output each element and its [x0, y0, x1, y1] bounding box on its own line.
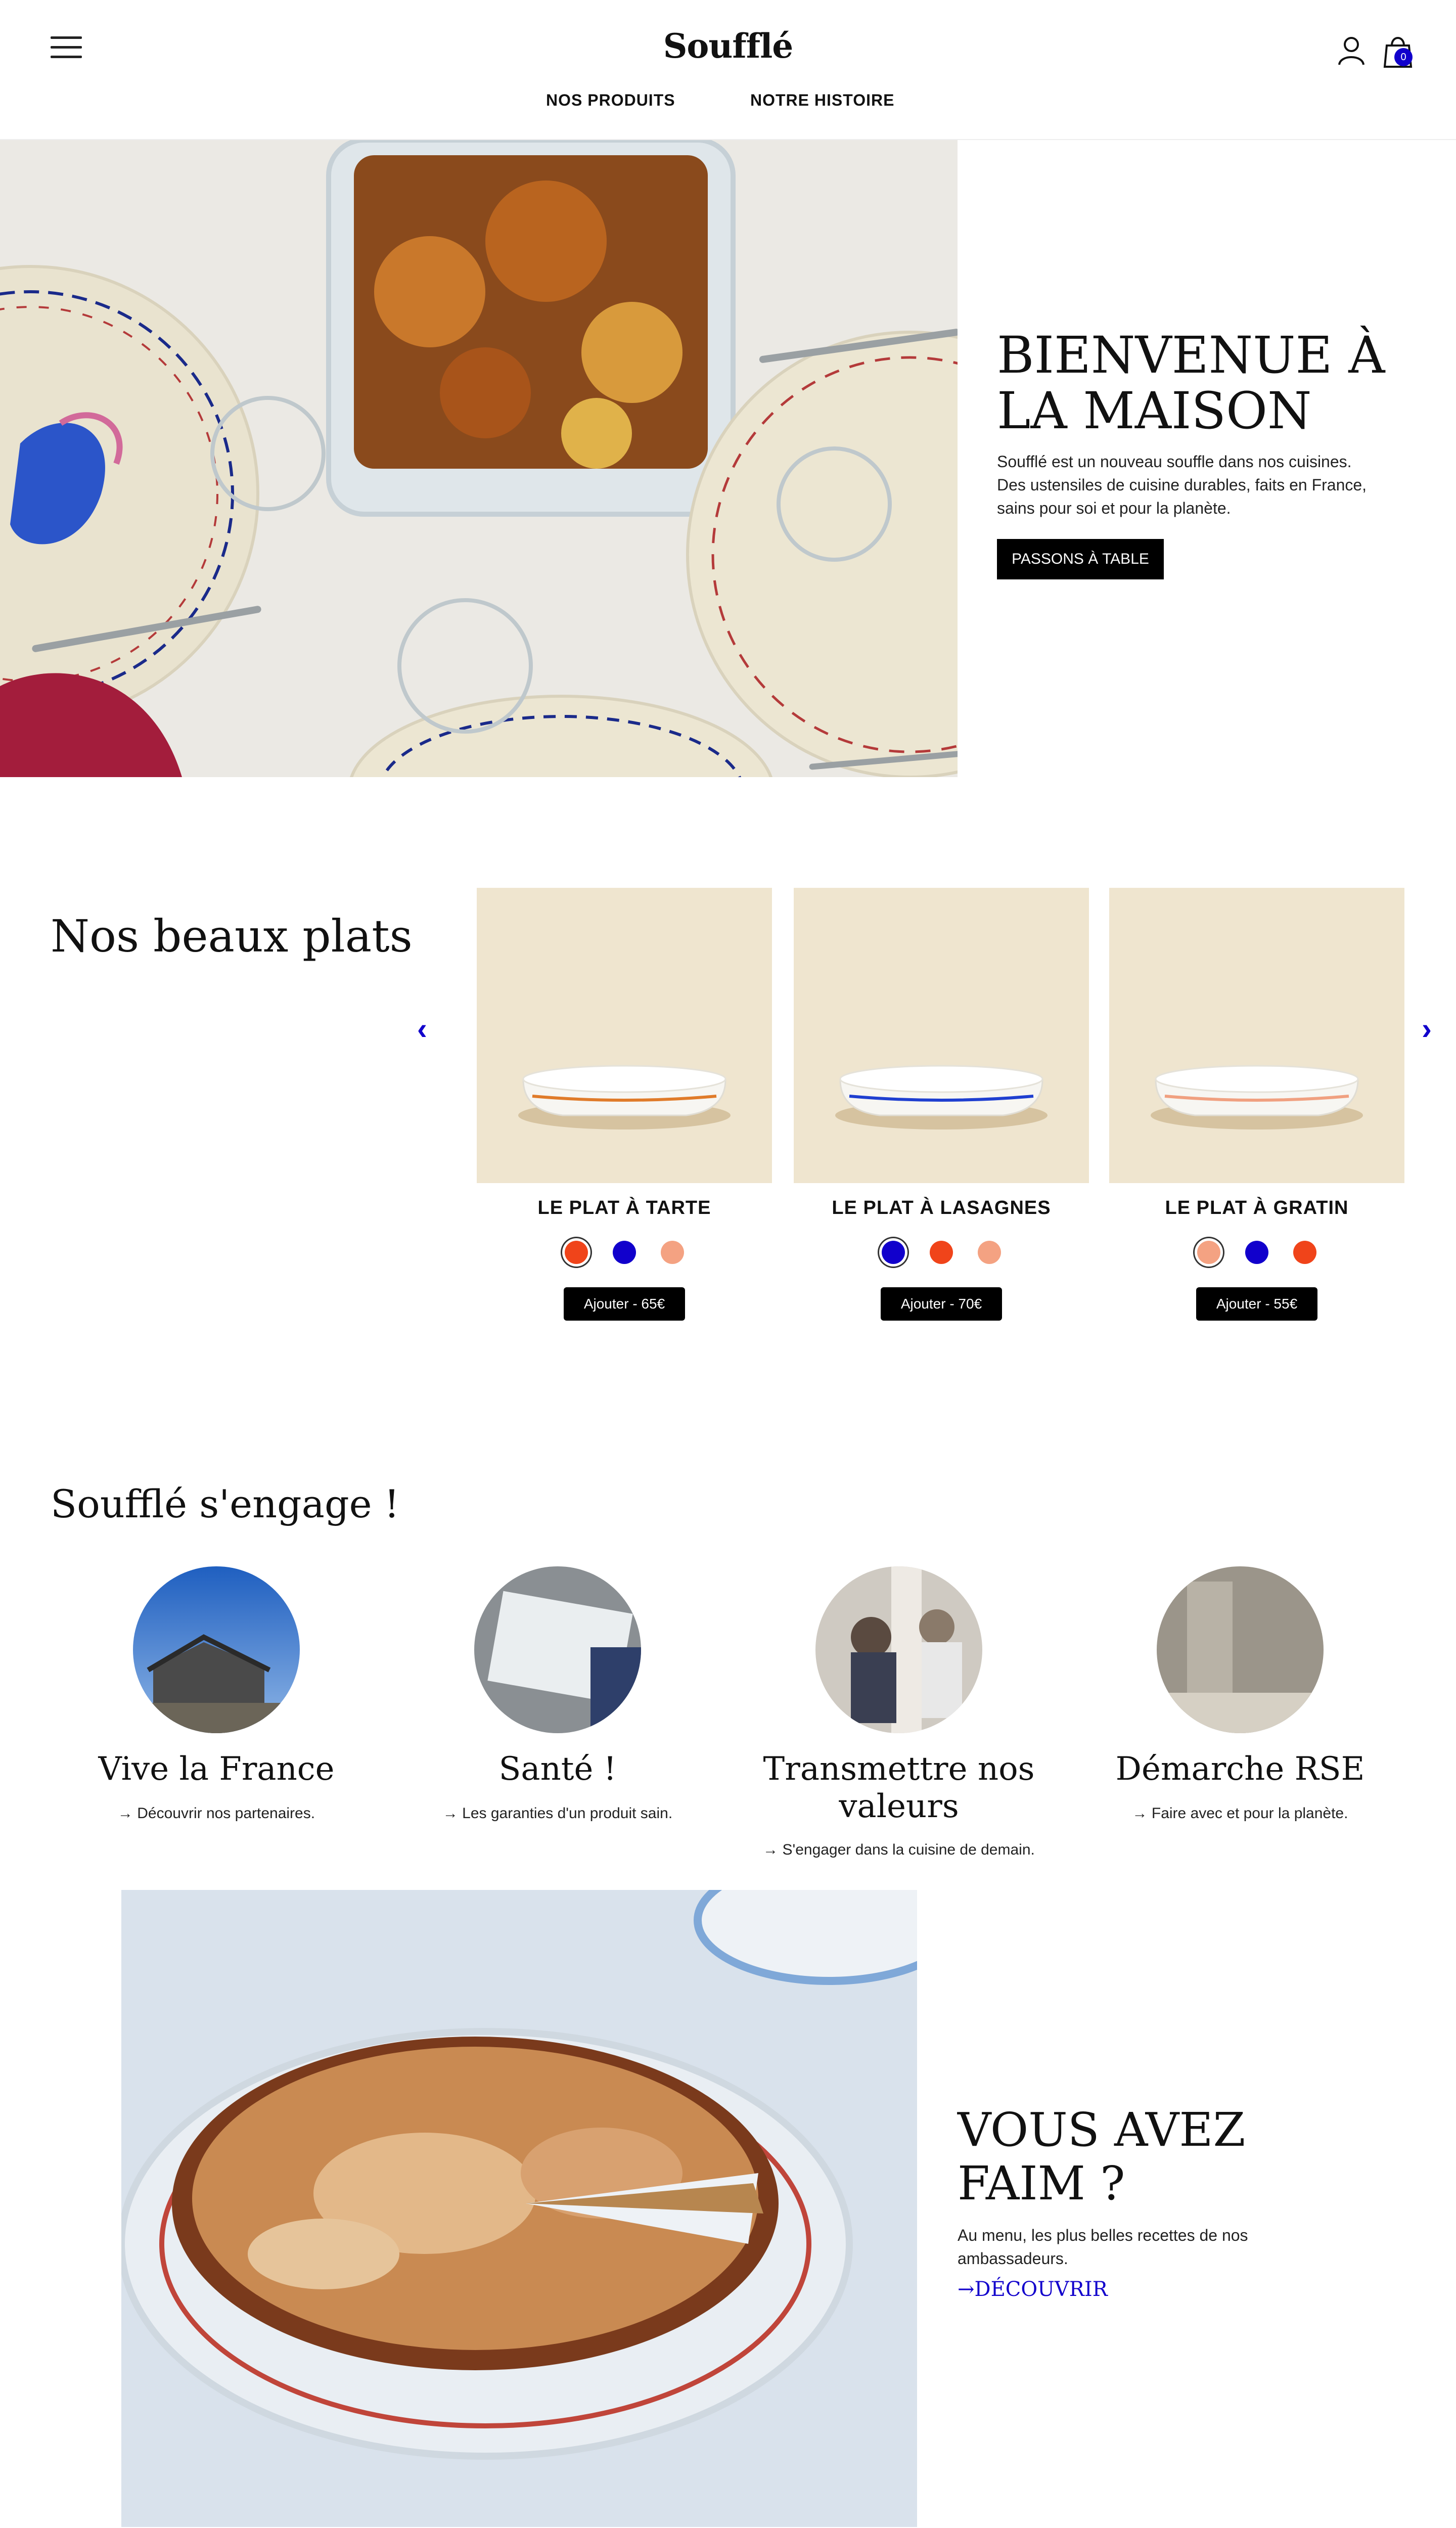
engage-title-valeurs: Transmettre nos valeurs — [763, 1750, 1035, 1825]
engage-title-rse: Démarche RSE — [1115, 1750, 1365, 1788]
color-swatch[interactable] — [661, 1241, 684, 1264]
products-title: Nos beaux plats — [51, 910, 413, 962]
product-card-image[interactable] — [477, 888, 772, 1183]
carousel-prev-icon[interactable]: ‹ — [417, 1012, 427, 1046]
color-swatch[interactable] — [882, 1241, 905, 1264]
engage-image-sante — [474, 1566, 641, 1733]
hero-text: Soufflé est un nouveau souffle dans nos cuisines. Des ustensiles de cuisine durables, faits en France, sains pour soi et pour la planète. — [997, 453, 1367, 517]
engage-title-france: Vive la France — [98, 1750, 335, 1788]
product-card-image[interactable] — [794, 888, 1089, 1183]
arrow-right-icon: → — [958, 2278, 975, 2301]
engage-link-valeurs[interactable]: → S'engager dans la cuisine de demain. — [763, 1841, 1035, 1858]
faim-text: Au menu, les plus belles recettes de nos ambassadeurs. — [958, 2226, 1248, 2268]
faim-title: VOUS AVEZ FAIM ? — [958, 2103, 1246, 2210]
color-swatch[interactable] — [565, 1241, 588, 1264]
engage-image-rse — [1157, 1566, 1324, 1733]
engage-link-rse[interactable]: → Faire avec et pour la planète. — [1132, 1805, 1348, 1822]
account-icon[interactable] — [1337, 35, 1366, 66]
engage-link-france[interactable]: → Découvrir nos partenaires. — [117, 1805, 315, 1822]
nav-notre-histoire[interactable]: NOTRE HISTOIRE — [750, 91, 895, 109]
pie-image — [121, 1890, 917, 2527]
add-to-cart-button[interactable]: Ajouter - 70€ — [881, 1287, 1002, 1321]
engage-image-france — [133, 1566, 300, 1733]
cart-count-badge: 0 — [1394, 48, 1413, 66]
carousel-next-icon[interactable]: › — [1422, 1012, 1432, 1046]
product-card-image[interactable] — [1109, 888, 1404, 1183]
color-swatch[interactable] — [978, 1241, 1001, 1264]
product-name[interactable]: LE PLAT À GRATIN — [1165, 1197, 1349, 1218]
engage-image-valeurs — [815, 1566, 982, 1733]
color-swatch[interactable] — [1293, 1241, 1316, 1264]
hero-cta-button[interactable]: PASSONS À TABLE — [997, 539, 1164, 579]
engage-link-sante[interactable]: → Les garanties d'un produit sain. — [442, 1805, 673, 1822]
color-swatch[interactable] — [1245, 1241, 1268, 1264]
site-logo[interactable]: Soufflé — [663, 26, 793, 66]
add-to-cart-button[interactable]: Ajouter - 55€ — [1196, 1287, 1317, 1321]
site-header — [0, 0, 1456, 140]
engage-title: Soufflé s'engage ! — [51, 1481, 400, 1526]
add-to-cart-button[interactable]: Ajouter - 65€ — [564, 1287, 685, 1321]
color-swatch[interactable] — [930, 1241, 953, 1264]
color-swatch[interactable] — [613, 1241, 636, 1264]
faim-link[interactable] — [958, 2278, 1108, 2301]
color-swatch[interactable] — [1197, 1241, 1220, 1264]
product-name[interactable]: LE PLAT À LASAGNES — [832, 1197, 1051, 1218]
hero-title: BIENVENUE À LA MAISON — [997, 326, 1385, 440]
faim-link-label: DÉCOUVRIR — [974, 2278, 1108, 2301]
nav-nos-produits[interactable]: NOS PRODUITS — [546, 91, 675, 109]
product-name[interactable]: LE PLAT À TARTE — [537, 1197, 711, 1218]
hero-image — [0, 140, 958, 777]
engage-title-sante: Santé ! — [498, 1750, 617, 1788]
